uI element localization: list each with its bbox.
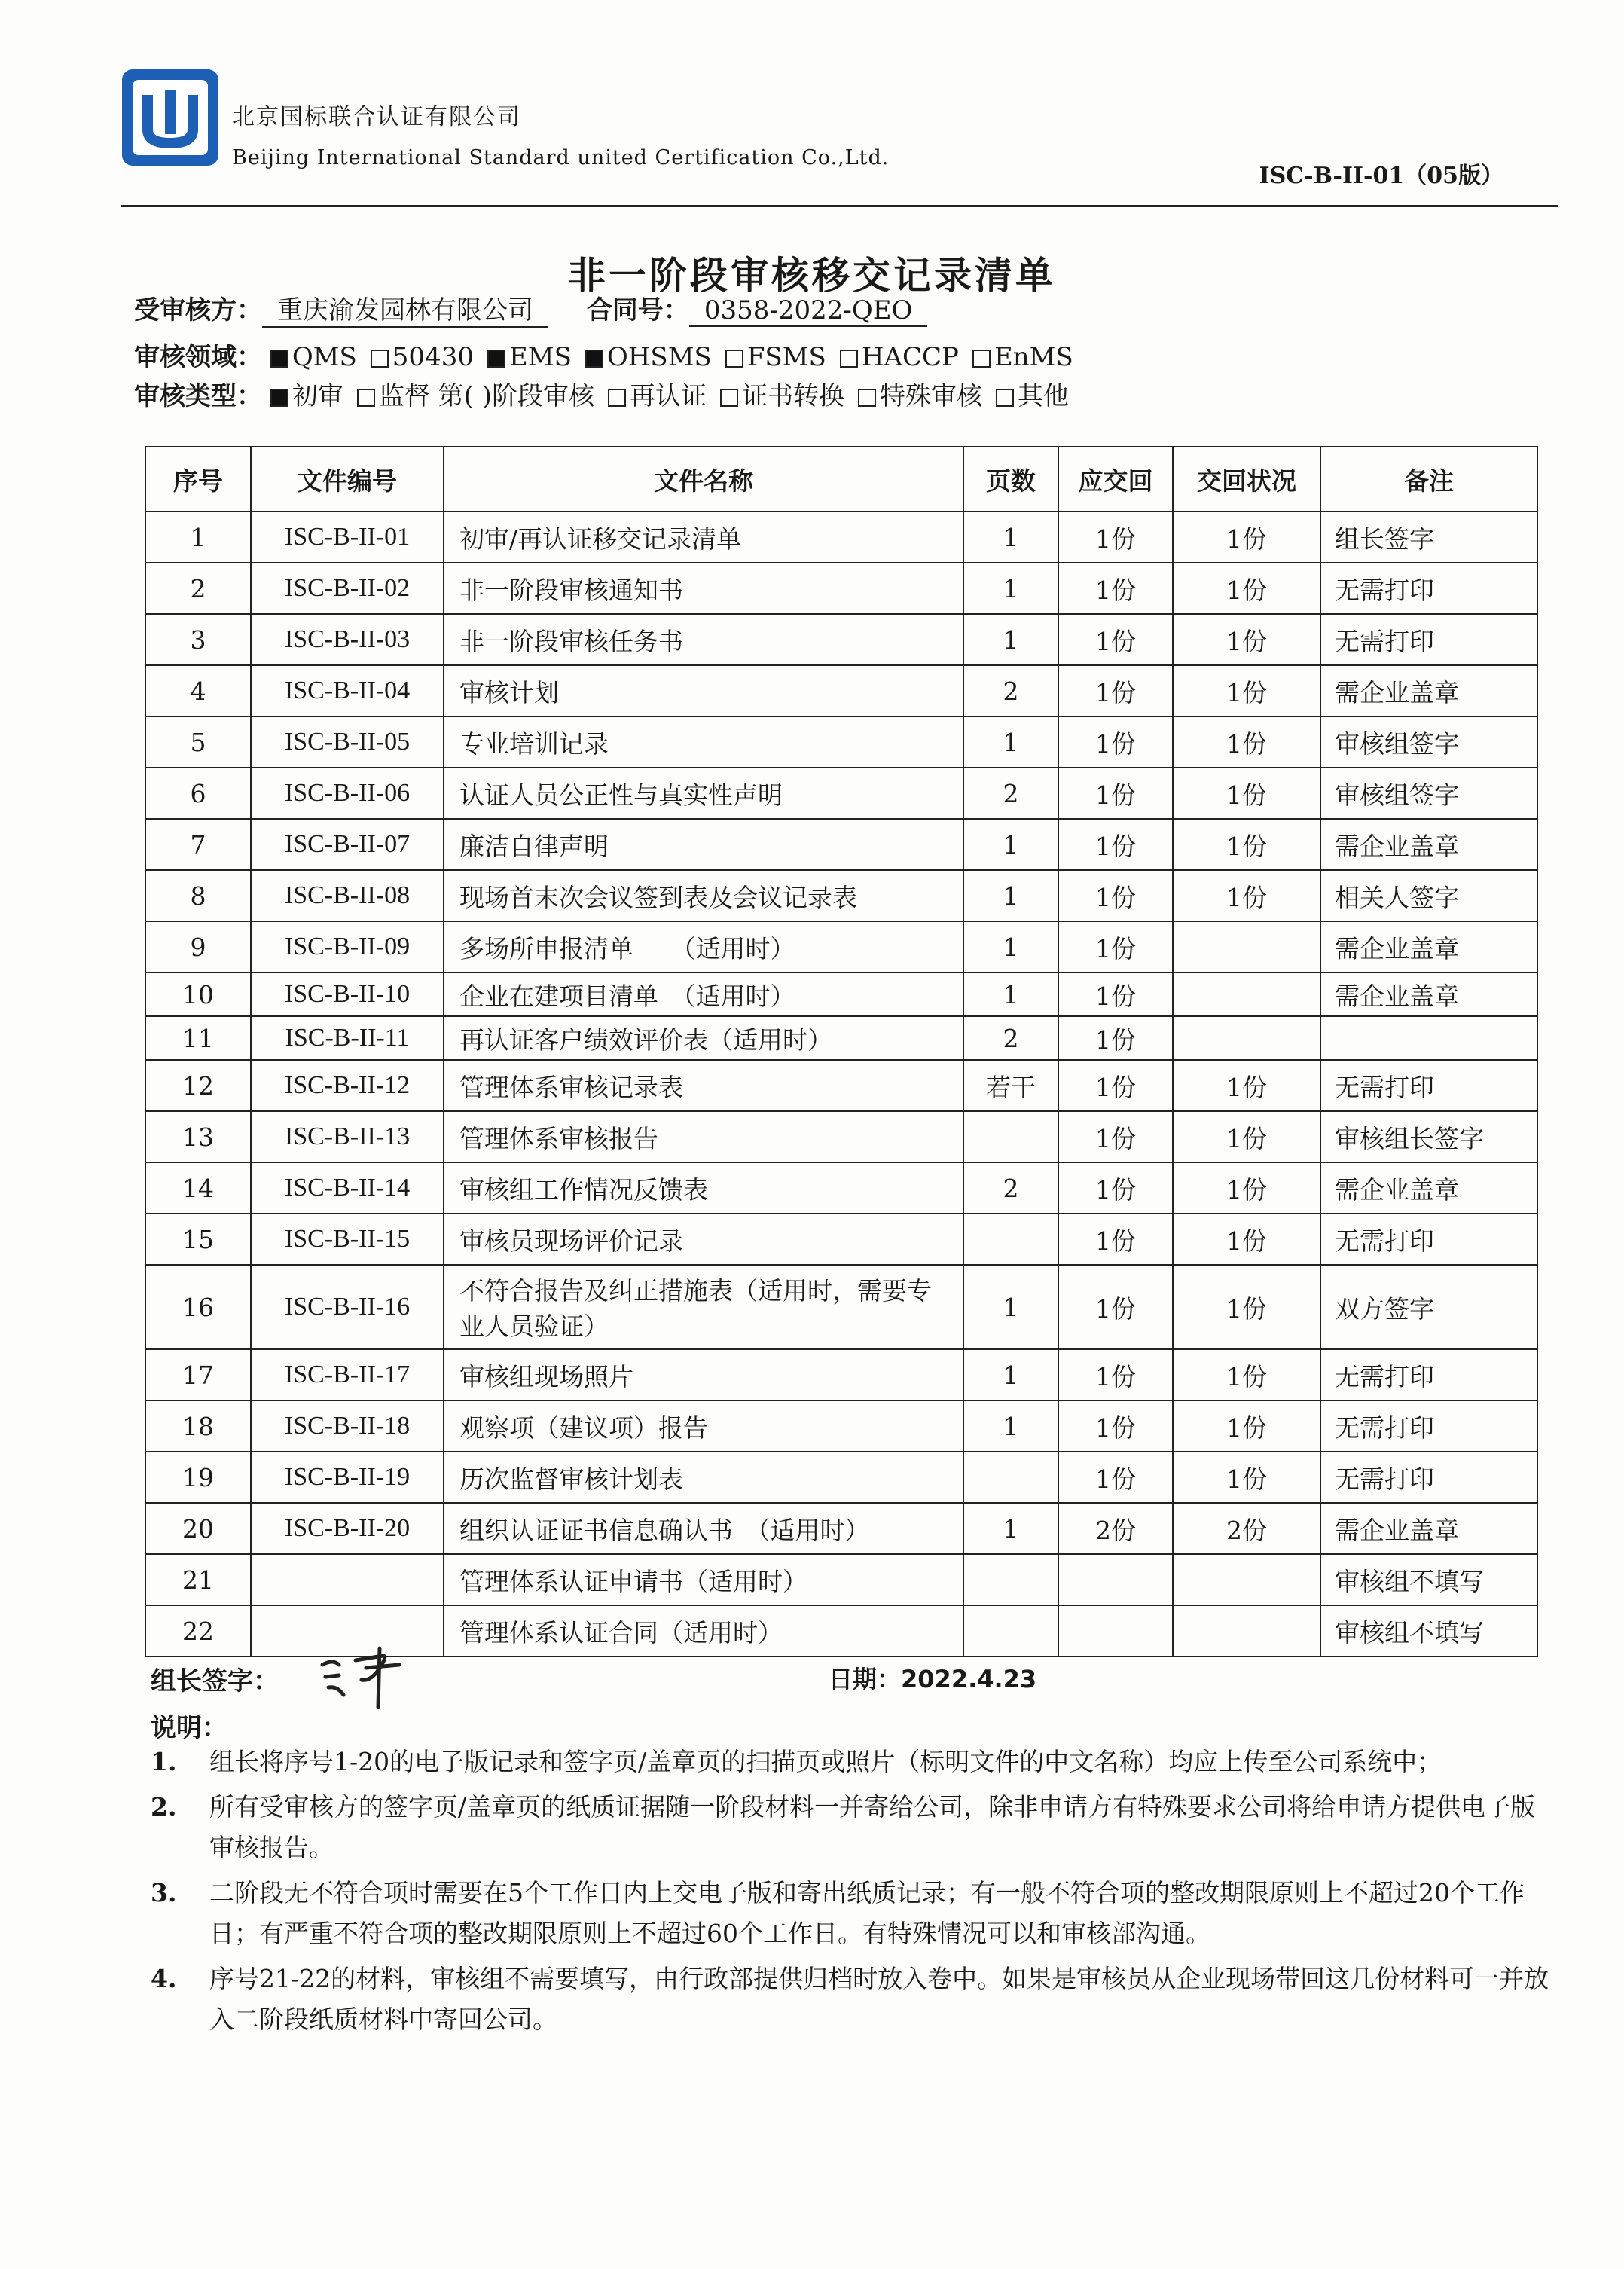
row-seq: 11	[145, 1016, 251, 1060]
row-returned-copies: 1份	[1173, 1162, 1320, 1214]
row-file-name: 现场首末次会议签到表及会议记录表	[444, 870, 963, 921]
auditee-row	[134, 289, 927, 328]
date-label: 日期：	[829, 1665, 902, 1693]
row-seq: 13	[145, 1111, 251, 1162]
row-due-copies: 1份	[1058, 819, 1173, 870]
table-row	[145, 870, 1537, 921]
table-row	[145, 1111, 1537, 1162]
row-returned-copies: 1份	[1173, 1400, 1320, 1452]
audit-type-option-5[interactable]	[996, 375, 1069, 412]
audit-field-option-3[interactable]	[585, 342, 712, 372]
row-file-code: ISC-B-II-02	[251, 563, 444, 614]
row-file-name: 审核员现场评价记录	[444, 1214, 963, 1265]
row-remark: 审核组不填写	[1320, 1605, 1537, 1657]
audit-type-option-0[interactable]	[270, 375, 343, 412]
row-remark: 无需打印	[1320, 1400, 1537, 1452]
row-seq: 3	[145, 614, 251, 665]
row-file-code: ISC-B-II-14	[251, 1162, 444, 1214]
row-file-code: ISC-B-II-05	[251, 716, 444, 768]
row-returned-copies: 2份	[1173, 1503, 1320, 1554]
row-pages	[963, 1214, 1058, 1265]
row-file-name: 管理体系认证申请书（适用时）	[444, 1554, 963, 1605]
audit-field-option-label: QMS	[292, 342, 357, 372]
audit-type-option-label: 证书转换	[741, 381, 844, 411]
table-row	[145, 1016, 1537, 1060]
row-remark: 审核组长签字	[1320, 1111, 1537, 1162]
row-returned-copies	[1173, 1016, 1320, 1060]
company-name-cn: 北京国标联合认证有限公司	[232, 104, 521, 130]
row-remark: 审核组不填写	[1320, 1554, 1537, 1605]
audit-type-option-label: 监督 第( )阶段审核	[378, 381, 594, 411]
audit-field-option-6[interactable]	[972, 342, 1073, 372]
unchecked-checkbox[interactable]	[858, 389, 876, 407]
row-seq: 18	[145, 1400, 251, 1452]
row-seq: 2	[145, 563, 251, 614]
audit-field-options	[270, 342, 1087, 372]
row-returned-copies: 1份	[1173, 614, 1320, 665]
col-header-returned: 交回状况	[1173, 447, 1320, 512]
row-seq: 16	[145, 1265, 251, 1349]
row-due-copies: 1份	[1058, 1111, 1173, 1162]
row-remark: 双方签字	[1320, 1265, 1537, 1349]
row-remark: 无需打印	[1320, 1349, 1537, 1400]
note-text: 序号21-22的材料，审核组不需要填写，由行政部提供归档时放入卷中。如果是审核员从企业现场带回这几份材料可一并放入二阶段纸质材料中寄回公司。	[209, 1964, 1549, 2034]
row-remark: 需企业盖章	[1320, 1503, 1537, 1554]
row-file-name: 再认证客户绩效评价表（适用时）	[444, 1016, 963, 1060]
checked-checkbox[interactable]	[270, 350, 288, 368]
row-pages: 2	[963, 768, 1058, 819]
row-seq: 7	[145, 819, 251, 870]
row-pages	[963, 1605, 1058, 1657]
row-returned-copies: 1份	[1173, 1452, 1320, 1503]
table-row	[145, 768, 1537, 819]
audit-type-row	[134, 375, 1082, 412]
row-seq: 5	[145, 716, 251, 768]
row-seq: 12	[145, 1060, 251, 1111]
row-remark: 需企业盖章	[1320, 819, 1537, 870]
row-file-name: 多场所申报清单 （适用时）	[444, 921, 963, 973]
row-pages: 2	[963, 665, 1058, 716]
table-header-row	[145, 447, 1537, 512]
row-returned-copies: 1份	[1173, 665, 1320, 716]
row-due-copies: 1份	[1058, 1265, 1173, 1349]
row-remark	[1320, 1016, 1537, 1060]
transfer-record-table	[145, 446, 1538, 1657]
note-text: 二阶段无不符合项时需要在5个工作日内上交电子版和寄出纸质记录；有一般不符合项的整改期限原则上不超过20个工作日；有严重不符合项的整改期限原则上不超过60个工作日。有特殊情况可以和审核部沟通。	[209, 1878, 1525, 1948]
row-returned-copies: 1份	[1173, 819, 1320, 870]
table-row	[145, 921, 1537, 973]
row-due-copies: 1份	[1058, 563, 1173, 614]
audit-field-option-label: FSMS	[746, 342, 826, 372]
row-file-name: 非一阶段审核任务书	[444, 614, 963, 665]
audit-field-option-5[interactable]	[840, 342, 959, 372]
checked-checkbox[interactable]	[487, 350, 505, 368]
table-row	[145, 512, 1537, 563]
row-pages: 若干	[963, 1060, 1058, 1111]
row-file-name: 管理体系审核报告	[444, 1111, 963, 1162]
audit-field-option-2[interactable]	[487, 342, 572, 372]
row-pages: 1	[963, 614, 1058, 665]
row-file-name: 管理体系认证合同（适用时）	[444, 1605, 963, 1657]
table-row	[145, 1349, 1537, 1400]
row-returned-copies: 1份	[1173, 870, 1320, 921]
col-header-remark: 备注	[1320, 447, 1537, 512]
row-file-name: 认证人员公正性与真实性声明	[444, 768, 963, 819]
table-row	[145, 1060, 1537, 1111]
row-returned-copies	[1173, 973, 1320, 1016]
row-due-copies: 1份	[1058, 1060, 1173, 1111]
unchecked-checkbox[interactable]	[357, 389, 375, 407]
row-pages: 1	[963, 1503, 1058, 1554]
row-file-code: ISC-B-II-13	[251, 1111, 444, 1162]
row-pages	[963, 1111, 1058, 1162]
table-row	[145, 819, 1537, 870]
note-item	[151, 1959, 1552, 2040]
row-returned-copies	[1173, 1605, 1320, 1657]
table-row	[145, 563, 1537, 614]
audit-field-label: 审核领域：	[134, 342, 262, 372]
row-remark: 无需打印	[1320, 614, 1537, 665]
audit-type-label: 审核类型：	[134, 381, 262, 411]
row-due-copies: 1份	[1058, 1400, 1173, 1452]
row-pages: 1	[963, 1349, 1058, 1400]
audit-type-option-4[interactable]	[858, 375, 982, 412]
row-file-code: ISC-B-II-07	[251, 819, 444, 870]
row-file-code: ISC-B-II-20	[251, 1503, 444, 1554]
note-item	[151, 1742, 1552, 1782]
row-remark: 相关人签字	[1320, 870, 1537, 921]
note-item	[151, 1787, 1552, 1868]
row-file-name: 非一阶段审核通知书	[444, 563, 963, 614]
row-pages: 1	[963, 1265, 1058, 1349]
unchecked-checkbox[interactable]	[840, 350, 858, 368]
note-number: 1.	[151, 1747, 177, 1776]
row-pages: 1	[963, 819, 1058, 870]
row-file-name: 组织认证证书信息确认书 （适用时）	[444, 1503, 963, 1554]
row-due-copies: 1份	[1058, 921, 1173, 973]
audit-field-option-label: 50430	[392, 342, 474, 372]
auditee-value: 重庆渝发园林有限公司	[262, 289, 548, 328]
audit-field-row	[134, 336, 1087, 373]
row-file-code: ISC-B-II-10	[251, 973, 444, 1016]
row-pages: 1	[963, 870, 1058, 921]
row-pages: 1	[963, 716, 1058, 768]
col-header-name: 文件名称	[444, 447, 963, 512]
row-remark: 需企业盖章	[1320, 665, 1537, 716]
row-pages: 2	[963, 1016, 1058, 1060]
table-body	[145, 512, 1537, 1657]
row-returned-copies: 1份	[1173, 1349, 1320, 1400]
table-row	[145, 1554, 1537, 1605]
row-returned-copies: 1份	[1173, 512, 1320, 563]
row-file-code: ISC-B-II-06	[251, 768, 444, 819]
col-header-pages: 页数	[963, 447, 1058, 512]
audit-field-option-1[interactable]	[371, 342, 474, 372]
row-file-name: 企业在建项目清单 （适用时）	[444, 973, 963, 1016]
row-seq: 10	[145, 973, 251, 1016]
row-file-name: 初审/再认证移交记录清单	[444, 512, 963, 563]
row-due-copies	[1058, 1554, 1173, 1605]
unchecked-checkbox[interactable]	[720, 389, 738, 407]
row-returned-copies: 1份	[1173, 1060, 1320, 1111]
col-header-due: 应交回	[1058, 447, 1173, 512]
table-row	[145, 1400, 1537, 1452]
audit-field-option-4[interactable]	[725, 342, 826, 372]
row-due-copies: 1份	[1058, 1452, 1173, 1503]
row-returned-copies: 1份	[1173, 768, 1320, 819]
audit-type-option-label: 特殊审核	[879, 381, 982, 411]
row-file-code: ISC-B-II-12	[251, 1060, 444, 1111]
table-row	[145, 1503, 1537, 1554]
row-file-code: ISC-B-II-09	[251, 921, 444, 973]
row-file-name: 审核计划	[444, 665, 963, 716]
leader-signature-handwritten	[316, 1642, 414, 1710]
leader-sign-label: 组长签字：	[151, 1666, 279, 1696]
checked-checkbox[interactable]	[585, 350, 603, 368]
row-seq: 6	[145, 768, 251, 819]
row-returned-copies: 1份	[1173, 1265, 1320, 1349]
table-row	[145, 1162, 1537, 1214]
header-divider	[121, 205, 1558, 207]
row-returned-copies: 1份	[1173, 1214, 1320, 1265]
row-due-copies: 2份	[1058, 1503, 1173, 1554]
table-row	[145, 665, 1537, 716]
unchecked-checkbox[interactable]	[972, 350, 991, 368]
row-returned-copies	[1173, 1554, 1320, 1605]
row-file-name: 观察项（建议项）报告	[444, 1400, 963, 1452]
row-remark: 需企业盖章	[1320, 921, 1537, 973]
unchecked-checkbox[interactable]	[996, 389, 1014, 407]
notes-list	[151, 1742, 1552, 2045]
page-title: 非一阶段审核移交记录清单	[568, 254, 1056, 298]
company-name-en: Beijing International Standard united Certification Co.,Ltd.	[232, 146, 890, 169]
row-file-name: 不符合报告及纠正措施表（适用时，需要专业人员验证）	[444, 1265, 963, 1349]
audit-field-option-label: EMS	[508, 342, 572, 372]
row-seq: 20	[145, 1503, 251, 1554]
audit-type-option-label: 其他	[1017, 381, 1069, 411]
row-file-code: ISC-B-II-08	[251, 870, 444, 921]
row-pages	[963, 1554, 1058, 1605]
row-due-copies: 1份	[1058, 1162, 1173, 1214]
audit-type-option-2[interactable]	[608, 375, 707, 412]
row-file-code: ISC-B-II-15	[251, 1214, 444, 1265]
note-text: 所有受审核方的签字页/盖章页的纸质证据随一阶段材料一并寄给公司，除非申请方有特殊要求公司将给申请方提供电子版审核报告。	[209, 1792, 1536, 1862]
date-value: 2022.4.23	[901, 1665, 1037, 1693]
row-remark: 无需打印	[1320, 563, 1537, 614]
row-file-code: ISC-B-II-19	[251, 1452, 444, 1503]
row-file-code: ISC-B-II-03	[251, 614, 444, 665]
row-file-name: 专业培训记录	[444, 716, 963, 768]
audit-field-option-label: HACCP	[861, 342, 959, 372]
row-due-copies: 1份	[1058, 870, 1173, 921]
row-file-name: 审核组现场照片	[444, 1349, 963, 1400]
row-seq: 4	[145, 665, 251, 716]
document-code: ISC-B-II-01（05版）	[1259, 163, 1503, 189]
note-number: 2.	[151, 1792, 177, 1822]
audit-type-options	[270, 381, 1082, 411]
row-remark: 无需打印	[1320, 1452, 1537, 1503]
row-seq: 14	[145, 1162, 251, 1214]
row-remark: 审核组签字	[1320, 768, 1537, 819]
audit-type-option-label: 初审	[292, 381, 343, 411]
row-seq: 1	[145, 512, 251, 563]
row-remark: 需企业盖章	[1320, 973, 1537, 1016]
row-seq: 17	[145, 1349, 251, 1400]
row-due-copies: 1份	[1058, 512, 1173, 563]
row-returned-copies: 1份	[1173, 716, 1320, 768]
row-file-code: ISC-B-II-04	[251, 665, 444, 716]
unchecked-checkbox[interactable]	[725, 350, 743, 368]
row-seq: 19	[145, 1452, 251, 1503]
row-pages: 1	[963, 1400, 1058, 1452]
row-file-code	[251, 1554, 444, 1605]
contract-value: 0358-2022-QEO	[689, 295, 928, 327]
row-pages: 1	[963, 921, 1058, 973]
audit-field-option-0[interactable]	[270, 342, 357, 372]
row-returned-copies	[1173, 921, 1320, 973]
row-due-copies: 1份	[1058, 973, 1173, 1016]
row-seq: 9	[145, 921, 251, 973]
audit-field-option-label: OHSMS	[606, 342, 712, 372]
row-returned-copies: 1份	[1173, 563, 1320, 614]
checked-checkbox[interactable]	[270, 389, 288, 407]
row-pages: 1	[963, 973, 1058, 1016]
row-file-name: 廉洁自律声明	[444, 819, 963, 870]
table-row	[145, 614, 1537, 665]
table-row	[145, 1214, 1537, 1265]
date-row	[829, 1660, 1036, 1695]
auditee-label: 受审核方：	[134, 295, 262, 325]
row-due-copies: 1份	[1058, 1349, 1173, 1400]
row-pages: 1	[963, 563, 1058, 614]
row-due-copies: 1份	[1058, 1016, 1173, 1060]
row-due-copies: 1份	[1058, 614, 1173, 665]
row-seq: 21	[145, 1554, 251, 1605]
company-logo	[121, 68, 220, 167]
note-number: 4.	[151, 1964, 177, 1993]
table-row	[145, 973, 1537, 1016]
row-remark: 需企业盖章	[1320, 1162, 1537, 1214]
unchecked-checkbox[interactable]	[608, 389, 626, 407]
row-seq: 15	[145, 1214, 251, 1265]
note-item	[151, 1873, 1552, 1954]
row-file-code: ISC-B-II-01	[251, 512, 444, 563]
unchecked-checkbox[interactable]	[371, 350, 389, 368]
audit-field-option-label: EnMS	[994, 342, 1073, 372]
note-number: 3.	[151, 1878, 177, 1907]
row-file-code: ISC-B-II-18	[251, 1400, 444, 1452]
row-pages: 2	[963, 1162, 1058, 1214]
row-remark: 组长签字	[1320, 512, 1537, 563]
audit-type-option-3[interactable]	[720, 375, 844, 412]
audit-type-option-label: 再认证	[629, 381, 707, 411]
row-file-name: 历次监督审核计划表	[444, 1452, 963, 1503]
row-seq: 22	[145, 1605, 251, 1657]
col-header-seq: 序号	[145, 447, 251, 512]
row-due-copies: 1份	[1058, 768, 1173, 819]
row-file-code: ISC-B-II-17	[251, 1349, 444, 1400]
note-text: 组长将序号1-20的电子版记录和签字页/盖章页的扫描页或照片（标明文件的中文名称）均应上传至公司系统中；	[209, 1747, 1442, 1776]
contract-label: 合同号：	[586, 295, 689, 325]
notes-title: 说明：	[151, 1713, 227, 1743]
table-row	[145, 716, 1537, 768]
row-remark: 无需打印	[1320, 1214, 1537, 1265]
row-file-code: ISC-B-II-11	[251, 1016, 444, 1060]
row-file-code: ISC-B-II-16	[251, 1265, 444, 1349]
row-file-name: 管理体系审核记录表	[444, 1060, 963, 1111]
row-file-name: 审核组工作情况反馈表	[444, 1162, 963, 1214]
row-seq: 8	[145, 870, 251, 921]
row-pages: 1	[963, 512, 1058, 563]
row-returned-copies: 1份	[1173, 1111, 1320, 1162]
table-row	[145, 1265, 1537, 1349]
row-remark: 无需打印	[1320, 1060, 1537, 1111]
row-due-copies: 1份	[1058, 716, 1173, 768]
col-header-code: 文件编号	[251, 447, 444, 512]
row-remark: 审核组签字	[1320, 716, 1537, 768]
row-due-copies	[1058, 1605, 1173, 1657]
row-due-copies: 1份	[1058, 1214, 1173, 1265]
row-pages	[963, 1452, 1058, 1503]
table-row	[145, 1452, 1537, 1503]
audit-type-option-1[interactable]	[357, 375, 594, 412]
row-due-copies: 1份	[1058, 665, 1173, 716]
